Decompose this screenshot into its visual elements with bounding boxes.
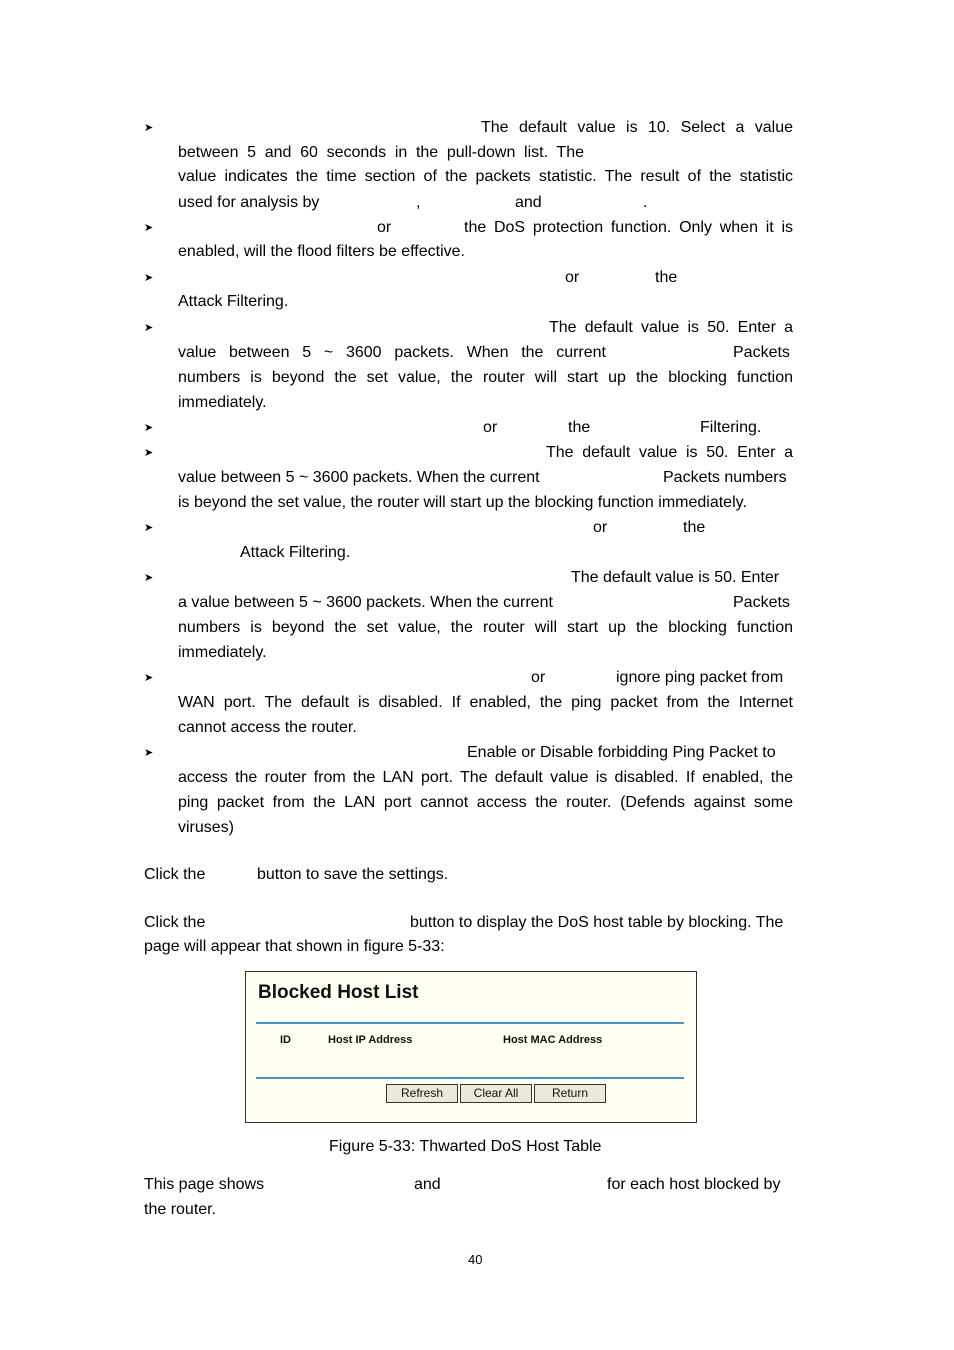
p4-line2b: Packets [733,344,790,361]
column-header-mac: Host MAC Address [503,1034,603,1046]
final-a: This page shows [144,1176,265,1193]
divider [256,1022,684,1024]
p9-line2: WAN port. The default is disabled. If enabled, the ping packet from the Internet [178,694,793,711]
p3-line1a: or [565,269,580,286]
column-header-ip: Host IP Address [328,1034,413,1046]
p9-line1a: or [531,669,546,686]
p1-line1: The default value is 10. Select a value [481,119,793,136]
save-line-a: Click the [144,866,206,883]
p1-line4d: . [643,194,648,211]
p1-line2: between 5 and 60 seconds in the pull-down list. The [178,144,584,161]
save-line-b: button to save the settings. [257,866,449,883]
bullet-arrow-icon: ➤ [144,521,154,534]
clear-all-button[interactable]: Clear All [460,1084,532,1103]
p6-line2a: value between 5 ~ 3600 packets. When the current [178,469,540,486]
final-d: the router. [144,1201,217,1218]
p4-line3: numbers is beyond the set value, the router will start up the blocking function [178,369,793,386]
bullet-arrow-icon: ➤ [144,271,154,284]
p7-line1a: or [593,519,608,536]
bullet-arrow-icon: ➤ [144,221,154,234]
p3-line1b: the [655,269,678,286]
bullet-arrow-icon: ➤ [144,421,154,434]
p6-line3: is beyond the set value, the router will start up the blocking function immediately. [178,494,747,511]
refresh-button[interactable]: Refresh [386,1084,458,1103]
blocked-host-list-panel [245,971,697,1123]
p5-the: the [568,419,591,436]
p7-line2: Attack Filtering. [240,544,351,561]
final-b: and [414,1176,441,1193]
bullet-arrow-icon: ➤ [144,671,154,684]
p6-line1: The default value is 50. Enter a [546,444,793,461]
p8-line4: immediately. [178,644,267,661]
p2-line1a: or [377,219,392,236]
p6-line2b: Packets numbers [663,469,787,486]
column-header-id: ID [280,1034,291,1046]
p5-or: or [483,419,498,436]
p8-line3: numbers is beyond the set value, the router will start up the blocking function [178,619,793,636]
p1-line4c: and [515,194,542,211]
p10-line3: ping packet from the LAN port cannot access the router. (Defends against some [178,794,793,811]
p8-line2b: Packets [733,594,790,611]
panel-title: Blocked Host List [258,982,419,1003]
p1-line3: value indicates the time section of the packets statistic. The result of the statistic [178,168,793,185]
divider [256,1077,684,1079]
bullet-arrow-icon: ➤ [144,321,154,334]
p4-line2a: value between 5 ~ 3600 packets. When the current [178,344,606,361]
p3-line2: Attack Filtering. [178,293,289,310]
p10-line2: access the router from the LAN port. The default value is disabled. If enabled, the [178,769,793,786]
p7-line1b: the [683,519,706,536]
bullet-arrow-icon: ➤ [144,746,154,759]
p8-line2a: a value between 5 ~ 3600 packets. When the current [178,594,553,611]
p2-line1b: the DoS protection function. Only when it is [464,219,793,236]
p2-line2: enabled, will the flood filters be effective. [178,243,465,260]
p4-line1: The default value is 50. Enter a [549,319,793,336]
bullet-arrow-icon: ➤ [144,121,154,134]
p8-line1: The default value is 50. Enter [571,569,780,586]
p10-line1: Enable or Disable forbidding Ping Packet to [467,744,776,761]
bullet-arrow-icon: ➤ [144,571,154,584]
final-c: for each host blocked by [607,1176,781,1193]
p9-line1b: ignore ping packet from [616,669,784,686]
click-line-a: Click the [144,914,206,931]
click-line-c: page will appear that shown in figure 5-33: [144,938,445,955]
p4-line4: immediately. [178,394,267,411]
page-number: 40 [468,1252,483,1267]
p5-filtering: Filtering. [700,419,762,436]
return-button[interactable]: Return [534,1084,606,1103]
figure-caption: Figure 5-33: Thwarted DoS Host Table [329,1138,602,1155]
p9-line3: cannot access the router. [178,719,357,736]
bullet-arrow-icon: ➤ [144,446,154,459]
p10-line4: viruses) [178,819,235,836]
p1-line4b: , [416,194,421,211]
click-line-b: button to display the DoS host table by blocking. The [410,914,784,931]
p1-line4a: used for analysis by [178,194,320,211]
